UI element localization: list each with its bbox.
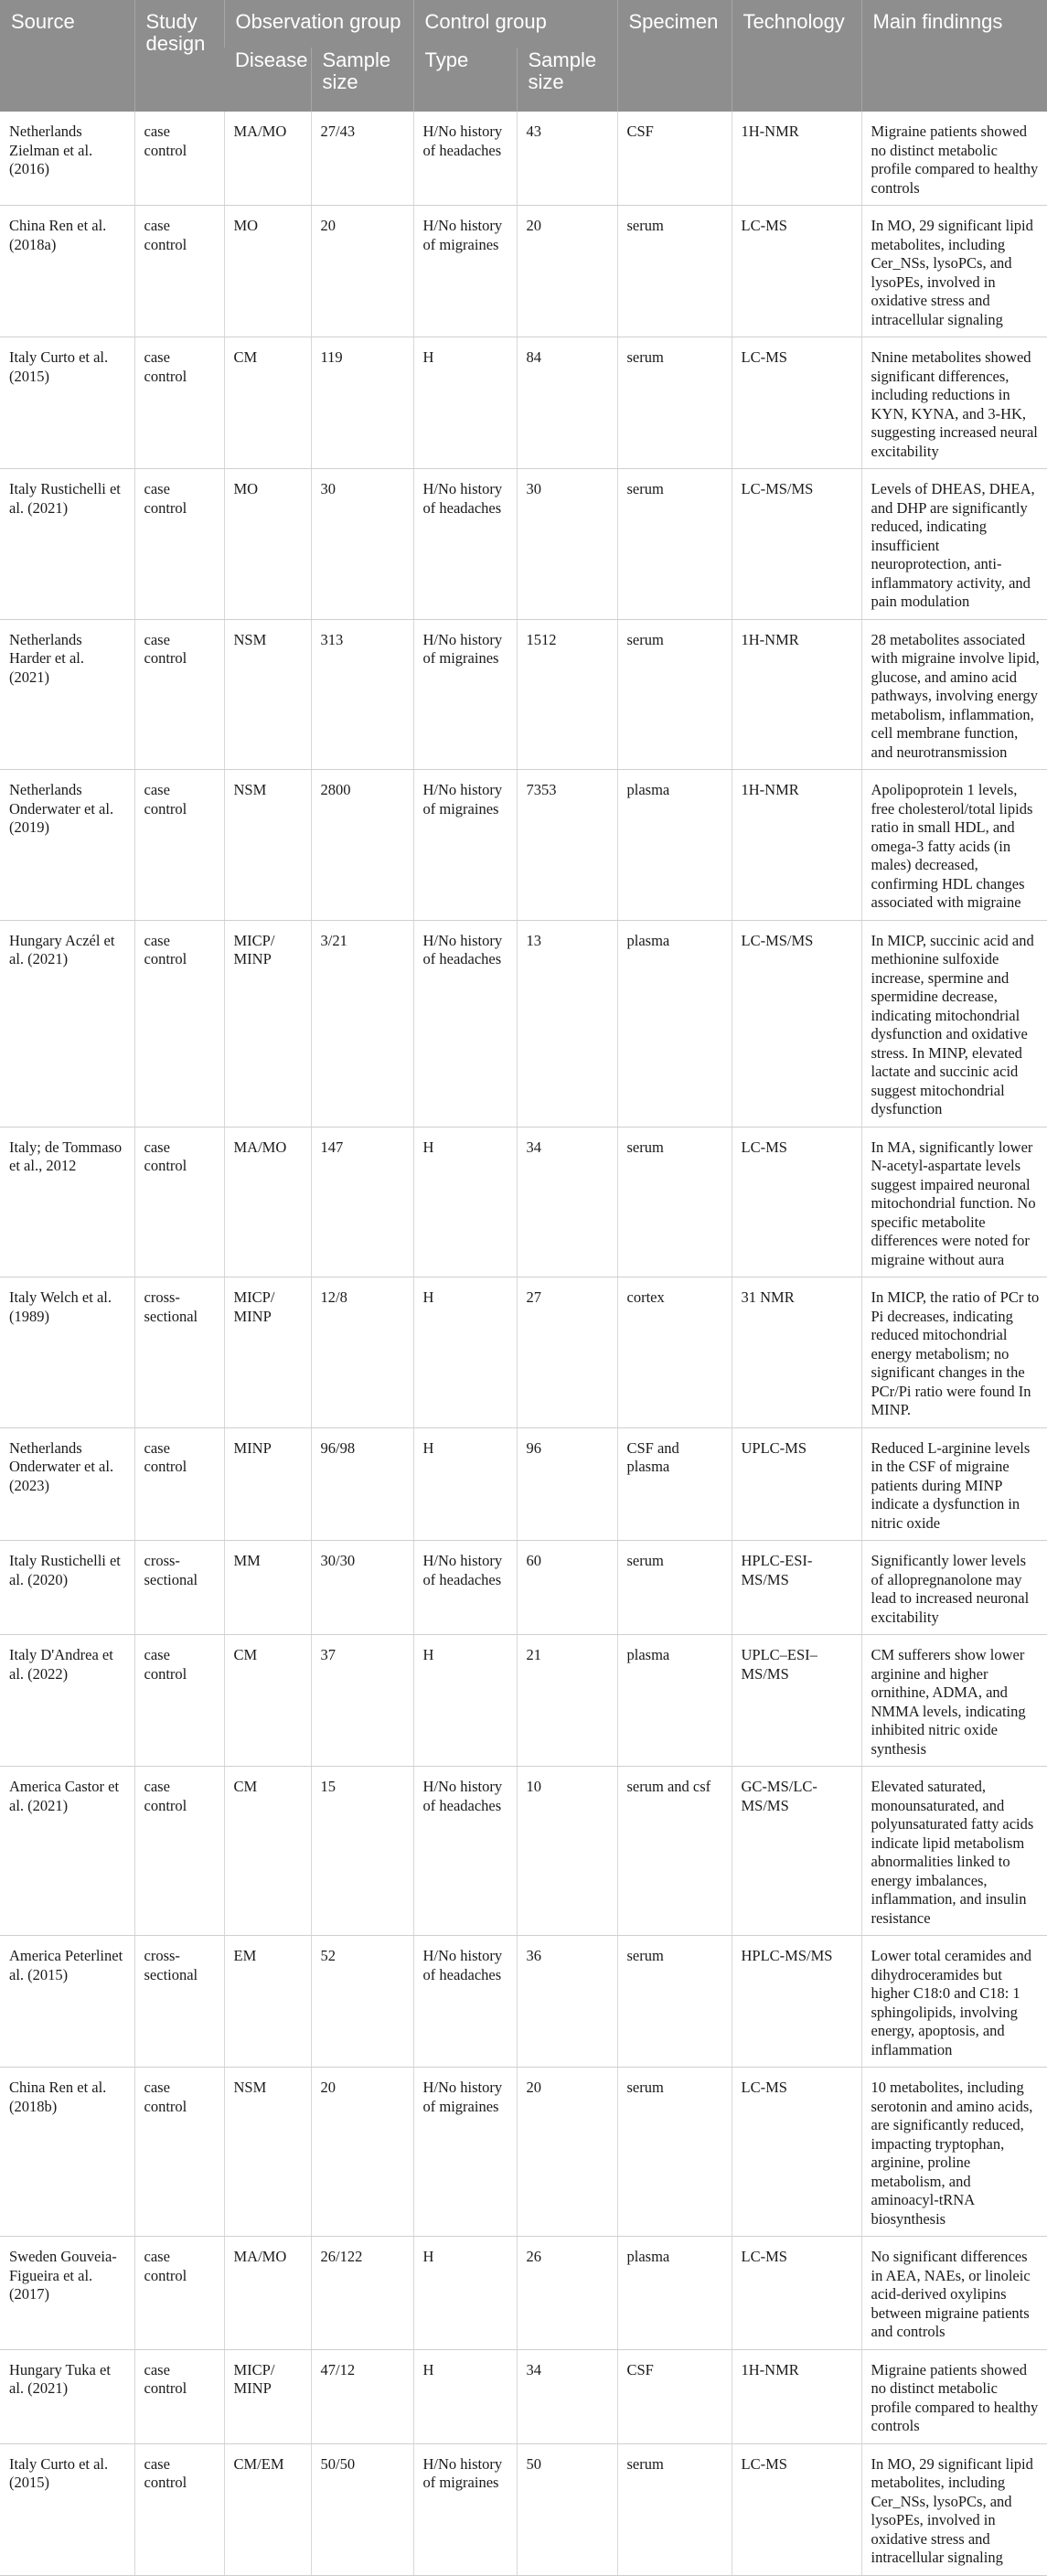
- table-row: [0, 1767, 1047, 1936]
- cell-source: Netherlands Onderwater et al. (2023): [0, 1427, 134, 1541]
- cell-technology: 1H-NMR: [732, 112, 861, 206]
- cell-observation-sample-size: 15: [311, 1767, 413, 1936]
- cell-main-findings: Migraine patients showed no distinct metabolic profile compared to healthy controls: [861, 2349, 1047, 2443]
- cell-observation-sample-size: 26/122: [311, 2237, 413, 2350]
- cell-observation-sample-size: 30/30: [311, 1541, 413, 1635]
- table-row: [0, 619, 1047, 770]
- cell-technology: GC-MS/LC-MS/MS: [732, 1767, 861, 1936]
- cell-control-type: H: [413, 2237, 517, 2350]
- cell-disease: MO: [224, 206, 311, 337]
- cell-main-findings: CM sufferers show lower arginine and higher ornithine, ADMA, and NMMA levels, indicating inhibited nitric oxide synthesis: [861, 1635, 1047, 1767]
- cell-control-sample-size: 30: [517, 469, 617, 620]
- cell-source: China Ren et al. (2018a): [0, 206, 134, 337]
- cell-source: Netherlands Onderwater et al. (2019): [0, 770, 134, 921]
- cell-main-findings: Levels of DHEAS, DHEA, and DHP are significantly reduced, indicating insufficient neuroprotection, anti-inflammatory activity, and pain modulation: [861, 469, 1047, 620]
- cell-disease: MICP/ MINP: [224, 1277, 311, 1428]
- cell-source: Hungary Aczél et al. (2021): [0, 920, 134, 1127]
- cell-observation-sample-size: 50/50: [311, 2443, 413, 2575]
- cell-specimen: CSF: [617, 2349, 732, 2443]
- table-row: [0, 206, 1047, 337]
- table-header: [0, 0, 1047, 112]
- cell-main-findings: No significant differences in AEA, NAEs, or linoleic acid-derived oxylipins between migraine patients and controls: [861, 2237, 1047, 2350]
- cell-observation-sample-size: 119: [311, 337, 413, 469]
- cell-technology: LC-MS: [732, 2237, 861, 2350]
- cell-source: Netherlands Zielman et al. (2016): [0, 112, 134, 206]
- cell-technology: LC-MS: [732, 337, 861, 469]
- cell-specimen: serum: [617, 337, 732, 469]
- cell-source: Italy Rustichelli et al. (2020): [0, 1541, 134, 1635]
- cell-control-sample-size: 84: [517, 337, 617, 469]
- cell-disease: MA/MO: [224, 112, 311, 206]
- cell-main-findings: In MO, 29 significant lipid metabolites, including Cer_NSs, lysoPCs, and lysoPEs, involved in oxidative stress and intracellular signaling: [861, 2443, 1047, 2575]
- cell-technology: HPLC-ESI-MS/MS: [732, 1541, 861, 1635]
- cell-observation-sample-size: 52: [311, 1936, 413, 2068]
- cell-source: Netherlands Harder et al. (2021): [0, 619, 134, 770]
- cell-disease: MO: [224, 469, 311, 620]
- cell-disease: CM/EM: [224, 2443, 311, 2575]
- cell-control-sample-size: 43: [517, 112, 617, 206]
- cell-control-type: H: [413, 1635, 517, 1767]
- table-row: [0, 770, 1047, 921]
- table-row: [0, 2443, 1047, 2575]
- header-main-findings: Main findinngs: [861, 0, 1047, 112]
- table-row: [0, 2068, 1047, 2237]
- table-row: [0, 1541, 1047, 1635]
- cell-technology: LC-MS: [732, 206, 861, 337]
- cell-source: America Castor et al. (2021): [0, 1767, 134, 1936]
- cell-main-findings: In MICP, the ratio of PCr to Pi decreases, indicating reduced mitochondrial energy metabolism; no significant changes in the PCr/Pi ratio were found In MINP.: [861, 1277, 1047, 1428]
- cell-disease: CM: [224, 1635, 311, 1767]
- cell-main-findings: In MO, 29 significant lipid metabolites, including Cer_NSs, lysoPCs, and lysoPEs, involved in oxidative stress and intracellular signaling: [861, 206, 1047, 337]
- cell-specimen: cortex: [617, 1277, 732, 1428]
- cell-specimen: CSF: [617, 112, 732, 206]
- cell-technology: 31 NMR: [732, 1277, 861, 1428]
- cell-study-design: case control: [134, 1427, 224, 1541]
- header-study-design: Study design: [134, 0, 224, 112]
- cell-main-findings: In MICP, succinic acid and methionine sulfoxide increase, spermine and spermidine decrease, indicating mitochondrial dysfunction and oxidative stress. In MINP, elevated lactate and succinic acid suggest mitochondrial dysfunction: [861, 920, 1047, 1127]
- table-row: [0, 920, 1047, 1127]
- cell-specimen: serum: [617, 469, 732, 620]
- cell-specimen: serum: [617, 1936, 732, 2068]
- cell-source: Italy Curto et al. (2015): [0, 337, 134, 469]
- cell-technology: LC-MS/MS: [732, 920, 861, 1127]
- cell-source: Italy; de Tommaso et al., 2012: [0, 1127, 134, 1277]
- cell-control-sample-size: 7353: [517, 770, 617, 921]
- table-body: [0, 112, 1047, 2575]
- cell-disease: NSM: [224, 619, 311, 770]
- cell-control-type: H/No history of migraines: [413, 2068, 517, 2237]
- cell-technology: LC-MS: [732, 2068, 861, 2237]
- cell-control-type: H/No history of migraines: [413, 770, 517, 921]
- table-row: [0, 112, 1047, 206]
- cell-study-design: case control: [134, 920, 224, 1127]
- header-control-group: Control group: [413, 0, 617, 48]
- cell-control-type: H: [413, 337, 517, 469]
- cell-main-findings: Apolipoprotein 1 levels, free cholesterol/total lipids ratio in small HDL, and omega-3 fatty acids (in males) decreased, confirming HDL changes associated with migraine: [861, 770, 1047, 921]
- cell-main-findings: Elevated saturated, monounsaturated, and polyunsaturated fatty acids indicate lipid metabolism abnormalities linked to energy imbalances, inflammation, and insulin resistance: [861, 1767, 1047, 1936]
- cell-source: America Peterlinet al. (2015): [0, 1936, 134, 2068]
- cell-technology: HPLC-MS/MS: [732, 1936, 861, 2068]
- cell-specimen: serum: [617, 619, 732, 770]
- cell-control-sample-size: 20: [517, 2068, 617, 2237]
- table-row: [0, 469, 1047, 620]
- cell-control-type: H: [413, 2349, 517, 2443]
- cell-observation-sample-size: 20: [311, 206, 413, 337]
- cell-main-findings: 28 metabolites associated with migraine involve lipid, glucose, and amino acid pathways, involving energy metabolism, inflammation, cell membrane function, and neurotransmission: [861, 619, 1047, 770]
- table-row: [0, 1936, 1047, 2068]
- cell-disease: MICP/ MINP: [224, 920, 311, 1127]
- cell-specimen: serum: [617, 2068, 732, 2237]
- header-observation-group: Observation group: [224, 0, 413, 48]
- cell-study-design: case control: [134, 206, 224, 337]
- cell-study-design: case control: [134, 2443, 224, 2575]
- cell-study-design: case control: [134, 1127, 224, 1277]
- cell-specimen: plasma: [617, 920, 732, 1127]
- cell-study-design: case control: [134, 770, 224, 921]
- cell-study-design: case control: [134, 1635, 224, 1767]
- cell-technology: UPLC–ESI–MS/MS: [732, 1635, 861, 1767]
- cell-specimen: plasma: [617, 1635, 732, 1767]
- cell-technology: 1H-NMR: [732, 770, 861, 921]
- cell-control-sample-size: 26: [517, 2237, 617, 2350]
- cell-study-design: case control: [134, 469, 224, 620]
- cell-observation-sample-size: 3/21: [311, 920, 413, 1127]
- header-source: Source: [0, 0, 134, 112]
- cell-disease: MA/MO: [224, 2237, 311, 2350]
- cell-control-type: H/No history of headaches: [413, 1936, 517, 2068]
- cell-study-design: cross-sectional: [134, 1541, 224, 1635]
- cell-main-findings: 10 metabolites, including serotonin and amino acids, are significantly reduced, impacting tryptophan, arginine, proline metabolism, and aminoacyl-tRNA biosynthesis: [861, 2068, 1047, 2237]
- cell-study-design: case control: [134, 2068, 224, 2237]
- header-sample-size-control: Sample size: [517, 48, 617, 112]
- cell-source: China Ren et al. (2018b): [0, 2068, 134, 2237]
- cell-disease: MM: [224, 1541, 311, 1635]
- cell-control-type: H: [413, 1127, 517, 1277]
- cell-main-findings: Significantly lower levels of allopregnanolone may lead to increased neuronal excitability: [861, 1541, 1047, 1635]
- cell-control-type: H/No history of headaches: [413, 469, 517, 620]
- cell-control-type: H/No history of migraines: [413, 206, 517, 337]
- cell-observation-sample-size: 313: [311, 619, 413, 770]
- cell-technology: LC-MS: [732, 2443, 861, 2575]
- cell-observation-sample-size: 2800: [311, 770, 413, 921]
- cell-main-findings: Lower total ceramides and dihydroceramides but higher C18:0 and C18: 1 sphingolipids, involving energy, apoptosis, and inflammation: [861, 1936, 1047, 2068]
- cell-control-sample-size: 34: [517, 1127, 617, 1277]
- table-row: [0, 2349, 1047, 2443]
- cell-observation-sample-size: 96/98: [311, 1427, 413, 1541]
- cell-specimen: serum: [617, 206, 732, 337]
- cell-specimen: CSF and plasma: [617, 1427, 732, 1541]
- table-row: [0, 1427, 1047, 1541]
- cell-source: Italy Rustichelli et al. (2021): [0, 469, 134, 620]
- cell-control-type: H: [413, 1277, 517, 1428]
- cell-disease: CM: [224, 337, 311, 469]
- table-row: [0, 1127, 1047, 1277]
- cell-control-sample-size: 13: [517, 920, 617, 1127]
- cell-disease: CM: [224, 1767, 311, 1936]
- header-specimen: Specimen: [617, 0, 732, 112]
- cell-study-design: case control: [134, 619, 224, 770]
- cell-control-type: H/No history of headaches: [413, 1767, 517, 1936]
- cell-observation-sample-size: 47/12: [311, 2349, 413, 2443]
- cell-source: Italy Curto et al. (2015): [0, 2443, 134, 2575]
- cell-control-sample-size: 96: [517, 1427, 617, 1541]
- header-disease: Disease: [224, 48, 311, 112]
- cell-observation-sample-size: 147: [311, 1127, 413, 1277]
- cell-technology: 1H-NMR: [732, 619, 861, 770]
- cell-disease: NSM: [224, 2068, 311, 2237]
- cell-control-sample-size: 27: [517, 1277, 617, 1428]
- cell-source: Italy Welch et al. (1989): [0, 1277, 134, 1428]
- cell-main-findings: Reduced L-arginine levels in the CSF of migraine patients during MINP indicate a dysfunction in nitric oxide: [861, 1427, 1047, 1541]
- table-row: [0, 1635, 1047, 1767]
- cell-control-type: H/No history of migraines: [413, 2443, 517, 2575]
- cell-specimen: serum: [617, 2443, 732, 2575]
- cell-source: Hungary Tuka et al. (2021): [0, 2349, 134, 2443]
- cell-control-type: H/No history of migraines: [413, 619, 517, 770]
- cell-specimen: plasma: [617, 2237, 732, 2350]
- cell-source: Sweden Gouveia-Figueira et al. (2017): [0, 2237, 134, 2350]
- cell-control-sample-size: 10: [517, 1767, 617, 1936]
- cell-technology: 1H-NMR: [732, 2349, 861, 2443]
- cell-specimen: serum and csf: [617, 1767, 732, 1936]
- cell-main-findings: Migraine patients showed no distinct metabolic profile compared to healthy controls: [861, 112, 1047, 206]
- cell-disease: MICP/ MINP: [224, 2349, 311, 2443]
- table-row: [0, 2237, 1047, 2350]
- cell-technology: LC-MS/MS: [732, 469, 861, 620]
- cell-control-sample-size: 60: [517, 1541, 617, 1635]
- cell-study-design: case control: [134, 1767, 224, 1936]
- cell-disease: EM: [224, 1936, 311, 2068]
- table-row: [0, 1277, 1047, 1428]
- cell-control-type: H/No history of headaches: [413, 1541, 517, 1635]
- cell-observation-sample-size: 30: [311, 469, 413, 620]
- cell-control-sample-size: 20: [517, 206, 617, 337]
- header-type: Type: [413, 48, 517, 112]
- cell-observation-sample-size: 27/43: [311, 112, 413, 206]
- cell-disease: NSM: [224, 770, 311, 921]
- cell-specimen: plasma: [617, 770, 732, 921]
- cell-disease: MA/MO: [224, 1127, 311, 1277]
- cell-control-sample-size: 1512: [517, 619, 617, 770]
- cell-technology: UPLC-MS: [732, 1427, 861, 1541]
- cell-specimen: serum: [617, 1541, 732, 1635]
- cell-control-sample-size: 36: [517, 1936, 617, 2068]
- cell-study-design: case control: [134, 112, 224, 206]
- cell-disease: MINP: [224, 1427, 311, 1541]
- header-technology: Technology: [732, 0, 861, 112]
- cell-specimen: serum: [617, 1127, 732, 1277]
- cell-observation-sample-size: 12/8: [311, 1277, 413, 1428]
- cell-control-sample-size: 34: [517, 2349, 617, 2443]
- cell-control-type: H: [413, 1427, 517, 1541]
- cell-control-sample-size: 50: [517, 2443, 617, 2575]
- header-sample-size-observation: Sample size: [311, 48, 413, 112]
- cell-control-type: H/No history of headaches: [413, 920, 517, 1127]
- cell-technology: LC-MS: [732, 1127, 861, 1277]
- cell-study-design: case control: [134, 337, 224, 469]
- cell-study-design: cross-sectional: [134, 1936, 224, 2068]
- cell-observation-sample-size: 20: [311, 2068, 413, 2237]
- cell-study-design: cross-sectional: [134, 1277, 224, 1428]
- table-row: [0, 337, 1047, 469]
- cell-source: Italy D'Andrea et al. (2022): [0, 1635, 134, 1767]
- cell-study-design: case control: [134, 2349, 224, 2443]
- cell-main-findings: Nnine metabolites showed significant differences, including reductions in KYN, KYNA, and 3-HK, suggesting increased neural excitability: [861, 337, 1047, 469]
- cell-control-type: H/No history of headaches: [413, 112, 517, 206]
- cell-main-findings: In MA, significantly lower N-acetyl-aspartate levels suggest impaired neuronal mitochondrial function. No specific metabolite differences were noted for migraine without aura: [861, 1127, 1047, 1277]
- cell-observation-sample-size: 37: [311, 1635, 413, 1767]
- cell-study-design: case control: [134, 2237, 224, 2350]
- cell-control-sample-size: 21: [517, 1635, 617, 1767]
